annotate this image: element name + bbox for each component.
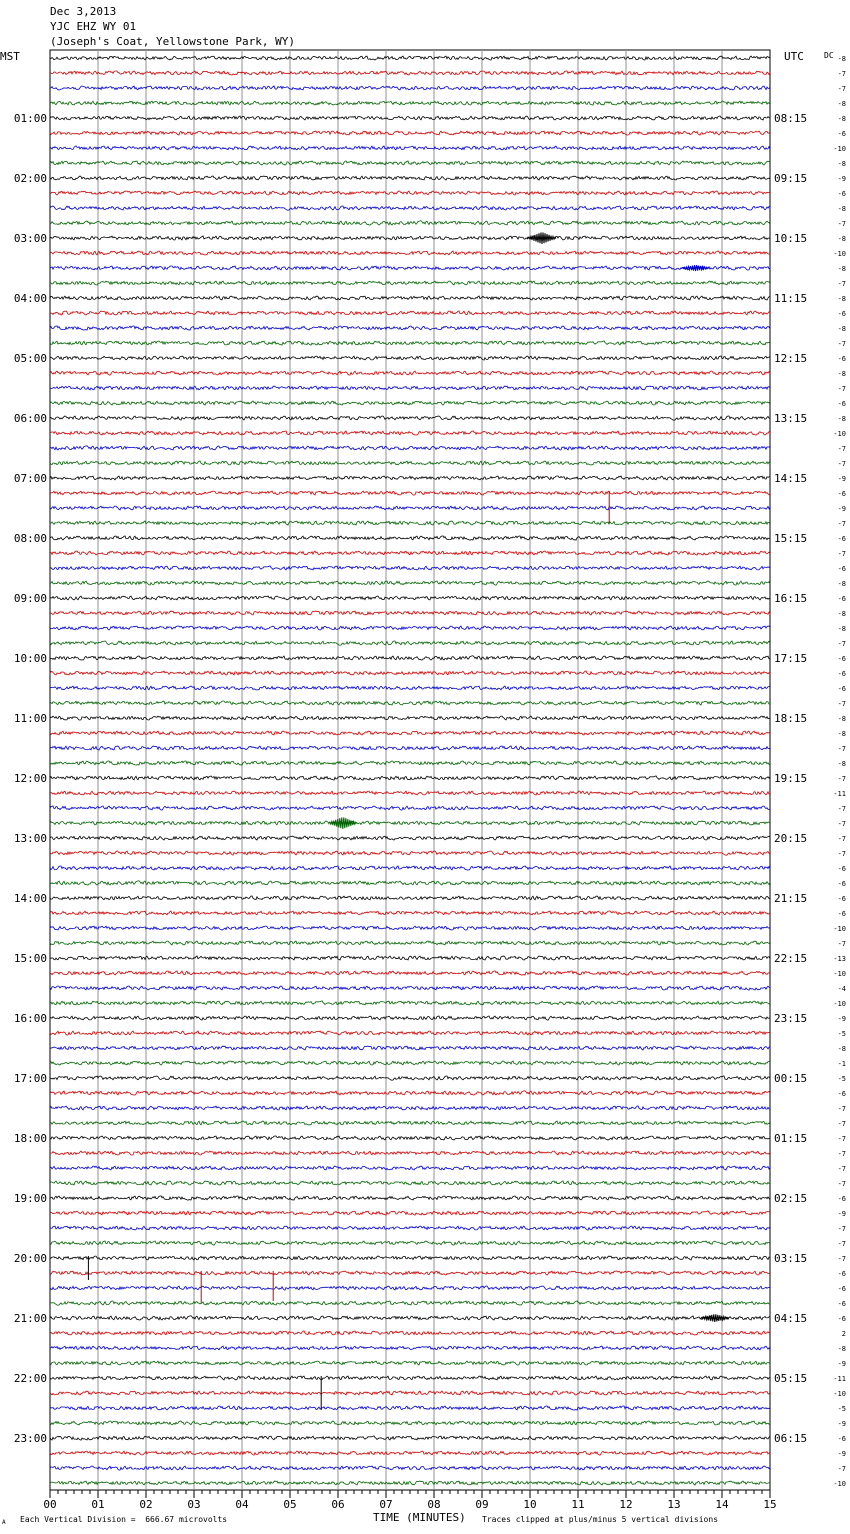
dc-offset-label: -7 <box>837 385 846 393</box>
dc-offset-label: -7 <box>837 1105 846 1113</box>
dc-offset-label: -6 <box>837 685 846 693</box>
dc-offset-label: -6 <box>837 1435 846 1443</box>
mst-hour-label: 04:00 <box>13 292 47 305</box>
dc-offset-label: -6 <box>837 895 846 903</box>
trace-row <box>50 1061 770 1065</box>
trace-row <box>50 716 770 720</box>
dc-offset-label: -6 <box>837 1300 846 1308</box>
dc-offset-label: -7 <box>837 835 846 843</box>
dc-offset-label: -11 <box>833 790 846 798</box>
mst-axis-label: MST <box>0 50 20 63</box>
dc-offset-label: 2 <box>841 1330 846 1338</box>
x-tick-label: 14 <box>715 1498 729 1511</box>
dc-offset-label: -9 <box>837 1450 846 1458</box>
trace-row <box>50 371 770 375</box>
utc-hour-label: 04:15 <box>774 1312 808 1325</box>
utc-hour-label: 21:15 <box>774 892 808 905</box>
trace-row <box>50 986 770 990</box>
x-tick-label: 03 <box>187 1498 201 1511</box>
dc-label: DC <box>824 51 834 60</box>
dc-offset-label: -8 <box>837 625 846 633</box>
trace-row <box>50 686 770 690</box>
dc-offset-label: -9 <box>837 1015 846 1023</box>
dc-offset-label: -7 <box>837 280 846 288</box>
trace-row <box>50 956 770 960</box>
mst-hour-label: 18:00 <box>13 1132 47 1145</box>
x-tick-label: 15 <box>763 1498 777 1511</box>
dc-offset-label: -8 <box>837 235 846 243</box>
trace-row <box>50 941 770 945</box>
dc-offset-label: -6 <box>837 910 846 918</box>
trace-row <box>50 191 770 195</box>
x-tick-label: 01 <box>91 1498 105 1511</box>
dc-offset-label: -7 <box>837 1165 846 1173</box>
utc-hour-label: 19:15 <box>774 772 808 785</box>
dc-offset-label: -7 <box>837 550 846 558</box>
dc-offset-label: -6 <box>837 490 846 498</box>
trace-row <box>50 1121 770 1125</box>
dc-offset-label: -7 <box>837 640 846 648</box>
trace-row <box>50 296 770 300</box>
dc-offset-label: -6 <box>837 310 846 318</box>
trace-row <box>50 746 770 750</box>
dc-offset-label: -8 <box>837 265 846 273</box>
trace-row <box>50 1226 770 1230</box>
trace-row <box>50 596 770 600</box>
trace-row <box>50 416 770 420</box>
trace-row <box>50 566 770 570</box>
utc-hour-label: 13:15 <box>774 412 808 425</box>
trace-row <box>50 1301 770 1305</box>
x-tick-label: 09 <box>475 1498 489 1511</box>
x-tick-label: 07 <box>379 1498 393 1511</box>
header-station: YJC EHZ WY 01 <box>50 20 137 33</box>
header-location: (Joseph's Coat, Yellowstone Park, WY) <box>50 35 296 48</box>
dc-offset-label: -8 <box>837 1045 846 1053</box>
dc-offset-label: -8 <box>837 730 846 738</box>
utc-hour-label: 09:15 <box>774 172 808 185</box>
trace-row <box>50 926 770 930</box>
trace-row <box>50 1196 770 1200</box>
dc-offset-label: -7 <box>837 850 846 858</box>
dc-offset-label: -7 <box>837 1225 846 1233</box>
trace-row <box>50 851 770 855</box>
trace-row <box>50 221 770 225</box>
utc-hour-label: 00:15 <box>774 1072 808 1085</box>
trace-row <box>50 146 770 150</box>
mst-hour-label: 08:00 <box>13 532 47 545</box>
mst-hour-label: 15:00 <box>13 952 47 965</box>
trace-row <box>50 101 770 105</box>
dc-offset-label: -8 <box>837 100 846 108</box>
trace-row <box>50 1241 770 1245</box>
trace-row <box>50 836 770 840</box>
dc-offset-label: -6 <box>837 400 846 408</box>
mst-hour-label: 20:00 <box>13 1252 47 1265</box>
trace-row <box>50 446 770 450</box>
dc-offset-label: -7 <box>837 1150 846 1158</box>
dc-offset-label: -6 <box>837 1285 846 1293</box>
trace-row <box>50 431 770 435</box>
dc-offset-label: -7 <box>837 805 846 813</box>
trace-row <box>50 71 770 75</box>
event-burst <box>329 817 357 829</box>
trace-row <box>50 761 770 765</box>
dc-offset-label: -4 <box>837 985 846 993</box>
event-burst <box>701 1314 729 1322</box>
mst-hour-label: 06:00 <box>13 412 47 425</box>
dc-offset-label: -8 <box>837 295 846 303</box>
utc-hour-label: 17:15 <box>774 652 808 665</box>
trace-row <box>50 1286 770 1290</box>
trace-row <box>50 1001 770 1005</box>
trace-row <box>50 1451 770 1455</box>
trace-row <box>50 581 770 585</box>
dc-offset-label: -8 <box>837 325 846 333</box>
dc-offset-label: -5 <box>837 1030 846 1038</box>
trace-row <box>50 1136 770 1140</box>
trace-row <box>50 1031 770 1035</box>
trace-row <box>50 1361 770 1365</box>
trace-row <box>50 341 770 345</box>
dc-offset-label: -5 <box>837 1075 846 1083</box>
trace-row <box>50 1331 770 1335</box>
utc-hour-label: 14:15 <box>774 472 808 485</box>
x-tick-label: 10 <box>523 1498 537 1511</box>
trace-row <box>50 236 770 240</box>
trace-row <box>50 1271 770 1275</box>
utc-hour-label: 06:15 <box>774 1432 808 1445</box>
corner-mark: A <box>2 1519 6 1526</box>
dc-offset-label: -6 <box>837 595 846 603</box>
trace-row <box>50 311 770 315</box>
trace-row <box>50 131 770 135</box>
header-date: Dec 3,2013 <box>50 5 117 18</box>
trace-row <box>50 551 770 555</box>
mst-hour-label: 23:00 <box>13 1432 47 1445</box>
dc-offset-label: -8 <box>837 55 846 63</box>
trace-row <box>50 521 770 525</box>
trace-row <box>50 1346 770 1350</box>
dc-offset-label: -6 <box>837 565 846 573</box>
trace-row <box>50 56 770 60</box>
dc-offset-label: -8 <box>837 760 846 768</box>
trace-row <box>50 356 770 360</box>
dc-offset-label: -9 <box>837 1420 846 1428</box>
dc-offset-label: -10 <box>833 1000 846 1008</box>
dc-offset-label: -6 <box>837 130 846 138</box>
trace-row <box>50 1211 770 1215</box>
trace-row <box>50 806 770 810</box>
trace-row <box>50 701 770 705</box>
dc-offset-label: -8 <box>837 205 846 213</box>
trace-row <box>50 1091 770 1095</box>
x-tick-label: 13 <box>667 1498 681 1511</box>
utc-hour-label: 18:15 <box>774 712 808 725</box>
trace-row <box>50 896 770 900</box>
x-tick-label: 12 <box>619 1498 633 1511</box>
dc-offset-label: -5 <box>837 1405 846 1413</box>
trace-row <box>50 116 770 120</box>
dc-offset-label: -8 <box>837 370 846 378</box>
dc-offset-label: -7 <box>837 1135 846 1143</box>
dc-offset-label: -7 <box>837 220 846 228</box>
dc-offset-label: -8 <box>837 160 846 168</box>
trace-row <box>50 731 770 735</box>
trace-row <box>50 461 770 465</box>
dc-offset-label: -6 <box>837 1195 846 1203</box>
trace-row <box>50 176 770 180</box>
mst-hour-label: 03:00 <box>13 232 47 245</box>
dc-offset-label: -7 <box>837 700 846 708</box>
trace-row <box>50 161 770 165</box>
trace-row <box>50 881 770 885</box>
dc-offset-label: -6 <box>837 190 846 198</box>
trace-row <box>50 776 770 780</box>
mst-hour-label: 09:00 <box>13 592 47 605</box>
dc-offset-label: -10 <box>833 925 846 933</box>
dc-offset-label: -10 <box>833 250 846 258</box>
mst-hour-label: 19:00 <box>13 1192 47 1205</box>
trace-row <box>50 641 770 645</box>
dc-offset-label: -8 <box>837 1345 846 1353</box>
mst-hour-label: 17:00 <box>13 1072 47 1085</box>
dc-offset-label: -7 <box>837 85 846 93</box>
dc-offset-label: -10 <box>833 430 846 438</box>
dc-offset-label: -1 <box>837 1060 846 1068</box>
dc-offset-label: -8 <box>837 715 846 723</box>
utc-hour-label: 02:15 <box>774 1192 808 1205</box>
x-tick-label: 04 <box>235 1498 249 1511</box>
trace-row <box>50 911 770 915</box>
dc-offset-label: -7 <box>837 940 846 948</box>
mst-hour-label: 21:00 <box>13 1312 47 1325</box>
trace-row <box>50 1466 770 1470</box>
dc-offset-label: -6 <box>837 1315 846 1323</box>
trace-row <box>50 1166 770 1170</box>
mst-hour-label: 12:00 <box>13 772 47 785</box>
trace-row <box>50 1181 770 1185</box>
utc-hour-label: 11:15 <box>774 292 808 305</box>
utc-axis-label: UTC <box>784 50 804 63</box>
dc-offset-label: -7 <box>837 1120 846 1128</box>
trace-row <box>50 326 770 330</box>
dc-offset-label: -6 <box>837 355 846 363</box>
scale-note: Each Vertical Division = 666.67 microvolts <box>20 1515 228 1524</box>
utc-hour-label: 15:15 <box>774 532 808 545</box>
trace-row <box>50 1076 770 1080</box>
dc-offset-label: -7 <box>837 745 846 753</box>
trace-row <box>50 251 770 255</box>
dc-offset-label: -6 <box>837 670 846 678</box>
event-burst <box>682 265 710 271</box>
trace-row <box>50 1391 770 1395</box>
trace-row <box>50 206 770 210</box>
dc-offset-label: -13 <box>833 955 846 963</box>
utc-hour-label: 05:15 <box>774 1372 808 1385</box>
trace-row <box>50 86 770 90</box>
trace-row <box>50 1406 770 1410</box>
dc-offset-label: -7 <box>837 1255 846 1263</box>
utc-hour-label: 10:15 <box>774 232 808 245</box>
dc-offset-label: -7 <box>837 820 846 828</box>
trace-row <box>50 971 770 975</box>
trace-row <box>50 1421 770 1425</box>
dc-offset-label: -7 <box>837 340 846 348</box>
trace-row <box>50 401 770 405</box>
dc-offset-label: -9 <box>837 1210 846 1218</box>
trace-row <box>50 266 770 270</box>
trace-row <box>50 866 770 870</box>
mst-hour-label: 05:00 <box>13 352 47 365</box>
dc-offset-label: -10 <box>833 145 846 153</box>
dc-offset-label: -6 <box>837 1270 846 1278</box>
trace-row <box>50 1481 770 1485</box>
mst-hour-label: 11:00 <box>13 712 47 725</box>
dc-offset-label: -10 <box>833 1480 846 1488</box>
trace-row <box>50 1376 770 1380</box>
dc-offset-label: -6 <box>837 880 846 888</box>
trace-row <box>50 626 770 630</box>
trace-row <box>50 611 770 615</box>
dc-offset-label: -7 <box>837 70 846 78</box>
utc-hour-label: 22:15 <box>774 952 808 965</box>
dc-offset-label: -8 <box>837 415 846 423</box>
clip-note: Traces clipped at plus/minus 5 vertical divisions <box>482 1515 719 1524</box>
dc-offset-label: -9 <box>837 505 846 513</box>
dc-offset-label: -7 <box>837 1240 846 1248</box>
dc-offset-label: -7 <box>837 520 846 528</box>
trace-row <box>50 476 770 480</box>
dc-offset-label: -6 <box>837 1090 846 1098</box>
dc-offset-label: -8 <box>837 115 846 123</box>
trace-row <box>50 506 770 510</box>
trace-row <box>50 1316 770 1320</box>
trace-row <box>50 791 770 795</box>
utc-hour-label: 20:15 <box>774 832 808 845</box>
dc-offset-label: -8 <box>837 580 846 588</box>
utc-hour-label: 01:15 <box>774 1132 808 1145</box>
dc-offset-label: -7 <box>837 460 846 468</box>
dc-offset-label: -7 <box>837 445 846 453</box>
dc-offset-label: -9 <box>837 475 846 483</box>
dc-offset-label: -7 <box>837 1465 846 1473</box>
mst-hour-label: 10:00 <box>13 652 47 665</box>
utc-hour-label: 23:15 <box>774 1012 808 1025</box>
dc-offset-label: -10 <box>833 970 846 978</box>
utc-hour-label: 08:15 <box>774 112 808 125</box>
trace-row <box>50 1256 770 1260</box>
dc-offset-label: -6 <box>837 535 846 543</box>
event-burst <box>528 232 556 244</box>
trace-row <box>50 1046 770 1050</box>
mst-hour-label: 22:00 <box>13 1372 47 1385</box>
dc-offset-label: -11 <box>833 1375 846 1383</box>
trace-row <box>50 386 770 390</box>
dc-offset-label: -8 <box>837 610 846 618</box>
mst-hour-label: 02:00 <box>13 172 47 185</box>
trace-row <box>50 1151 770 1155</box>
dc-offset-label: -6 <box>837 655 846 663</box>
x-tick-label: 11 <box>571 1498 585 1511</box>
dc-offset-label: -7 <box>837 775 846 783</box>
trace-row <box>50 1106 770 1110</box>
trace-row <box>50 671 770 675</box>
utc-hour-label: 03:15 <box>774 1252 808 1265</box>
dc-offset-label: -6 <box>837 865 846 873</box>
trace-row <box>50 1016 770 1020</box>
trace-row <box>50 491 770 495</box>
x-tick-label: 08 <box>427 1498 441 1511</box>
mst-hour-label: 14:00 <box>13 892 47 905</box>
x-tick-label: 00 <box>43 1498 57 1511</box>
x-tick-label: 06 <box>331 1498 345 1511</box>
x-tick-label: 02 <box>139 1498 153 1511</box>
x-tick-label: 05 <box>283 1498 297 1511</box>
utc-hour-label: 16:15 <box>774 592 808 605</box>
trace-row <box>50 1436 770 1440</box>
x-axis-title: TIME (MINUTES) <box>373 1511 466 1524</box>
trace-row <box>50 536 770 540</box>
dc-offset-label: -10 <box>833 1390 846 1398</box>
mst-hour-label: 07:00 <box>13 472 47 485</box>
mst-hour-label: 13:00 <box>13 832 47 845</box>
utc-hour-label: 12:15 <box>774 352 808 365</box>
dc-offset-label: -7 <box>837 1180 846 1188</box>
trace-row <box>50 281 770 285</box>
mst-hour-label: 01:00 <box>13 112 47 125</box>
trace-row <box>50 821 770 825</box>
mst-hour-label: 16:00 <box>13 1012 47 1025</box>
dc-offset-label: -9 <box>837 1360 846 1368</box>
dc-offset-label: -9 <box>837 175 846 183</box>
trace-row <box>50 656 770 660</box>
